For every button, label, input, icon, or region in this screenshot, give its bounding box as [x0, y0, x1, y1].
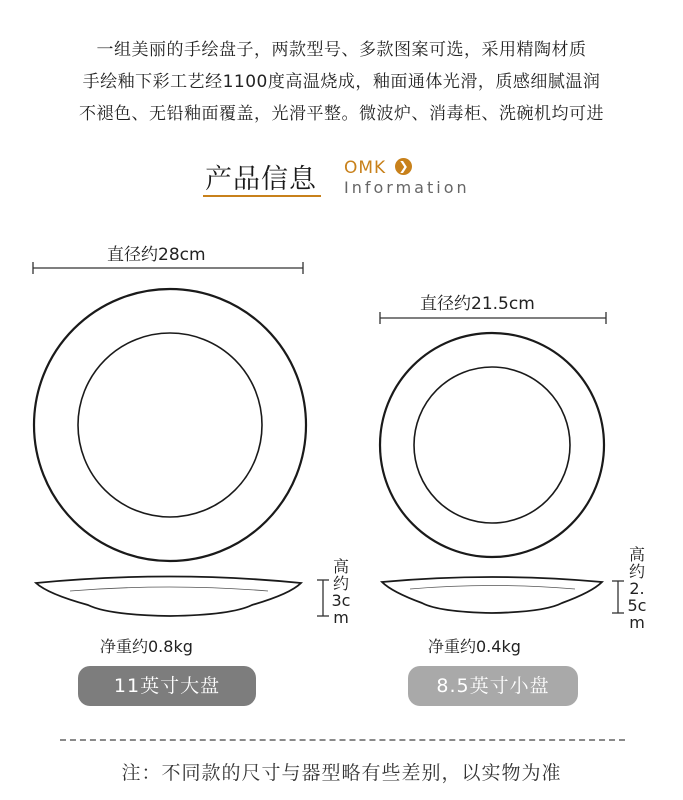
- section-title: 产品信息: [205, 164, 317, 195]
- intro-line-1: 一组美丽的手绘盘子，两款型号、多款图案可选，采用精陶材质: [96, 40, 587, 60]
- large-plate-profile: [36, 577, 301, 617]
- large-diameter-label: 直径约28cm: [107, 245, 206, 265]
- small-plate-profile: [382, 577, 602, 613]
- small-height-dimension: [612, 581, 624, 613]
- dashed-divider: [60, 739, 625, 741]
- large-weight-label: 净重约0.8kg: [100, 637, 193, 656]
- small-plate-name-badge: 8.5英寸小盘: [408, 666, 578, 706]
- intro-line-2: 手绘釉下彩工艺经1100度高温烧成，釉面通体光滑，质感细腻温润: [82, 72, 601, 92]
- brand-name: OMK: [344, 158, 387, 178]
- footer-note: 注：不同款的尺寸与器型略有些差别，以实物为准: [121, 762, 562, 784]
- small-weight-label: 净重约0.4kg: [428, 637, 521, 656]
- large-height-dimension: [317, 580, 329, 616]
- large-plate-name-badge: 11英寸大盘: [78, 666, 256, 706]
- intro-line-3: 不褪色、无铅釉面覆盖，光滑平整。微波炉、消毒柜、洗碗机均可进: [79, 104, 604, 124]
- chevron-right-icon: ❯: [395, 158, 412, 175]
- large-plate-rim: [34, 289, 306, 561]
- large-height-label: 高约3cm: [331, 557, 351, 627]
- section-subtitle: Information: [344, 178, 470, 197]
- small-diameter-label: 直径约21.5cm: [420, 294, 535, 314]
- small-height-label: 高约2.5cm: [627, 545, 647, 632]
